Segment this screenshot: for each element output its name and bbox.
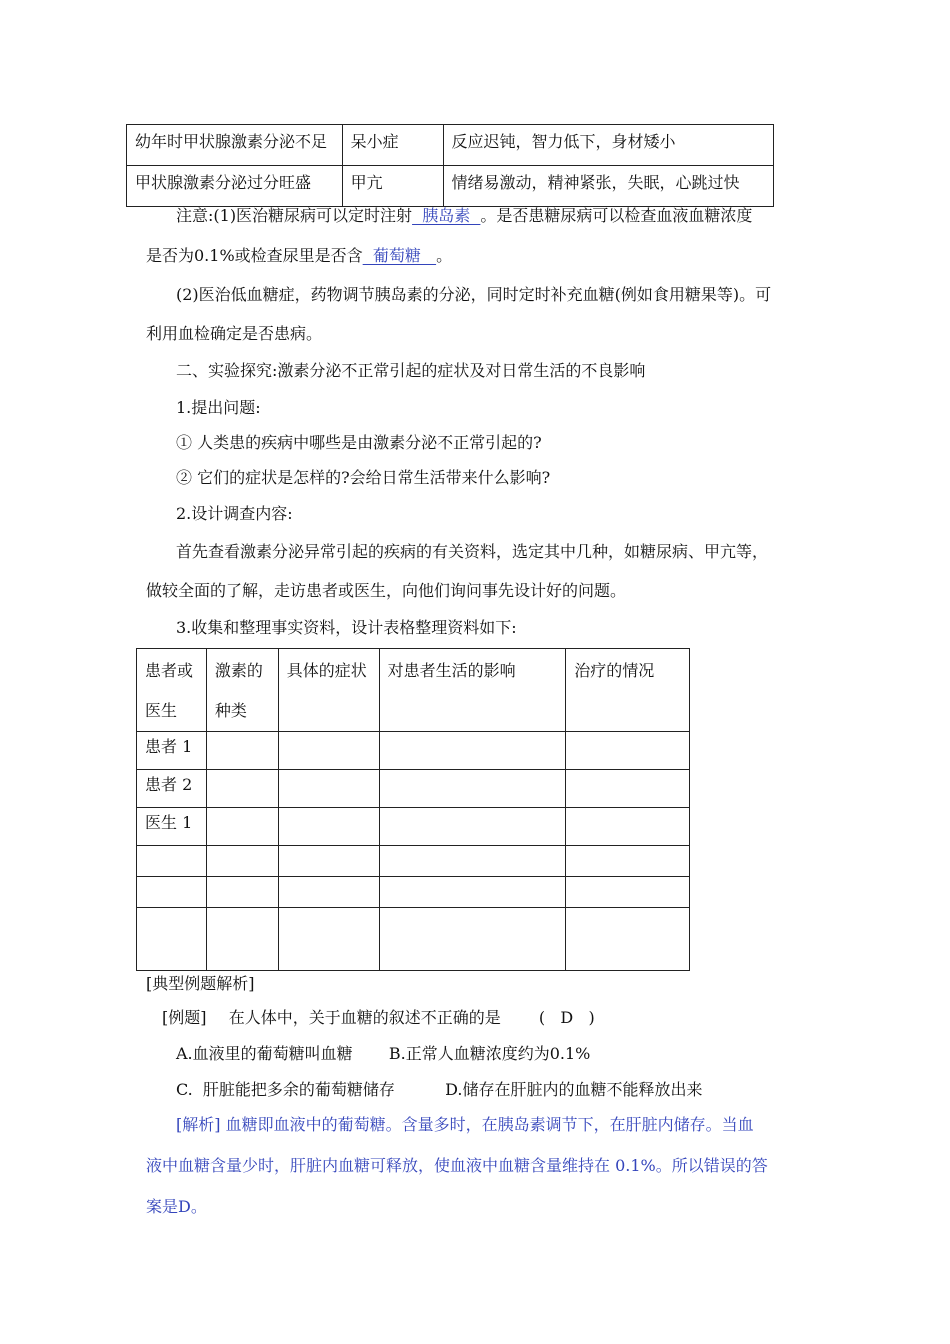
option-b: B.正常人血糖浓度约为0.1%: [388, 1044, 591, 1063]
paragraph-line-2: 做较全面的了解，走访患者或医生，向他们询问事先设计好的问题。: [146, 581, 627, 600]
note-1-line-1: [176, 205, 752, 227]
table-row: [137, 808, 690, 846]
row-label: [137, 846, 207, 877]
section-heading: 二、实验探究:激素分泌不正常引起的症状及对日常生活的不良影响: [176, 361, 646, 380]
analysis-line-1: [解析] 血糖即血液中的葡萄糖。含量多时，在胰岛素调节下，在肝脏内储存。当血: [176, 1115, 754, 1134]
note-text: 。: [436, 246, 453, 265]
row-label: 患者 2: [137, 770, 207, 808]
question-1: ① 人类患的疾病中哪些是由激素分泌不正常引起的?: [176, 433, 542, 452]
table-cell: [566, 770, 690, 808]
option-c: C. 肝脏能把多余的葡萄糖储存: [176, 1080, 395, 1099]
analysis-line-3: 案是D。: [146, 1197, 207, 1216]
note-1-line-2: [146, 245, 452, 267]
table-cell: [278, 877, 379, 908]
note-text: 注意:(1)医治糖尿病可以定时注射: [176, 206, 413, 225]
note-2-line-1: (2)医治低血糖症，药物调节胰岛素的分泌，同时定时补充血糖(例如食用糖果等)。可: [176, 285, 772, 304]
table-cell: [379, 808, 566, 846]
table-cell: [379, 846, 566, 877]
table-cell: 幼年时甲状腺激素分泌不足: [127, 125, 343, 166]
table-cell: [278, 908, 379, 971]
table-cell: [278, 732, 379, 770]
options-line-2: [176, 1079, 702, 1101]
step-2: 2.设计调查内容:: [176, 504, 293, 523]
table-row: [137, 770, 690, 808]
header-cell: 治疗的情况: [566, 649, 690, 732]
table-cell: 反应迟钝，智力低下，身材矮小: [443, 125, 773, 166]
table-cell: [206, 908, 278, 971]
table-row: [127, 166, 774, 207]
example-question: 在人体中，关于血糖的叙述不正确的是: [228, 1008, 501, 1027]
table-cell: [379, 908, 566, 971]
table-cell: [206, 846, 278, 877]
table-row: [137, 846, 690, 877]
paragraph-line-1: 首先查看激素分泌异常引起的疾病的有关资料，选定其中几种，如糖尿病、甲亢等，: [176, 542, 769, 561]
example-question-line: [162, 1007, 595, 1029]
table-cell: [379, 770, 566, 808]
note-text: 。是否患糖尿病可以检查血液血糖浓度: [480, 206, 753, 225]
table-cell: [206, 770, 278, 808]
example-answer: ( D ): [538, 1008, 595, 1027]
note-2-line-2: 利用血检确定是否患病。: [146, 324, 323, 343]
answer-fill-insulin: 胰岛素: [412, 206, 481, 225]
table-cell: [278, 808, 379, 846]
table-cell: 呆小症: [342, 125, 443, 166]
table-cell: [278, 770, 379, 808]
step-3: 3.收集和整理事实资料，设计表格整理资料如下:: [176, 618, 517, 637]
table-cell: [566, 732, 690, 770]
table-cell: [206, 877, 278, 908]
table-row: [127, 125, 774, 166]
table-cell: 情绪易激动，精神紧张，失眠，心跳过快: [443, 166, 773, 207]
header-cell: 具体的症状: [278, 649, 379, 732]
example-label: [例题]: [162, 1008, 207, 1027]
header-cell: 激素的种类: [206, 649, 278, 732]
row-label: [137, 908, 207, 971]
row-label: 医生 1: [137, 808, 207, 846]
table-cell: [278, 846, 379, 877]
table-row: [137, 732, 690, 770]
table-cell: [379, 732, 566, 770]
table-cell: [566, 808, 690, 846]
table-cell: [566, 908, 690, 971]
question-2: ② 它们的症状是怎样的?会给日常生活带来什么影响?: [176, 468, 551, 487]
table-cell: [206, 808, 278, 846]
table-cell: [566, 877, 690, 908]
header-cell: 对患者生活的影响: [379, 649, 566, 732]
row-label: 患者 1: [137, 732, 207, 770]
table-cell: [379, 877, 566, 908]
option-a: A.血液里的葡萄糖叫血糖: [176, 1044, 353, 1063]
row-label: [137, 877, 207, 908]
disease-table: [126, 124, 774, 207]
analysis-line-2: 液中血糖含量少时，肝脏内血糖可释放，使血液中血糖含量维持在 0.1%。所以错误的答: [146, 1156, 768, 1175]
table-cell: 甲亢: [342, 166, 443, 207]
table-row: [137, 908, 690, 971]
table-cell: 甲状腺激素分泌过分旺盛: [127, 166, 343, 207]
table-row: [137, 877, 690, 908]
survey-table: [136, 648, 690, 971]
step-1: 1.提出问题:: [176, 398, 261, 417]
table-cell: [206, 732, 278, 770]
table-cell: [566, 846, 690, 877]
answer-fill-glucose: 葡萄糖: [362, 246, 437, 265]
note-text: 是否为0.1%或检查尿里是否含: [146, 246, 363, 265]
table-header-row: [137, 649, 690, 732]
header-cell: 患者或医生: [137, 649, 207, 732]
options-line-1: [176, 1043, 590, 1065]
example-heading: [典型例题解析]: [146, 974, 255, 993]
option-d: D.储存在肝脏内的血糖不能释放出来: [445, 1080, 703, 1099]
